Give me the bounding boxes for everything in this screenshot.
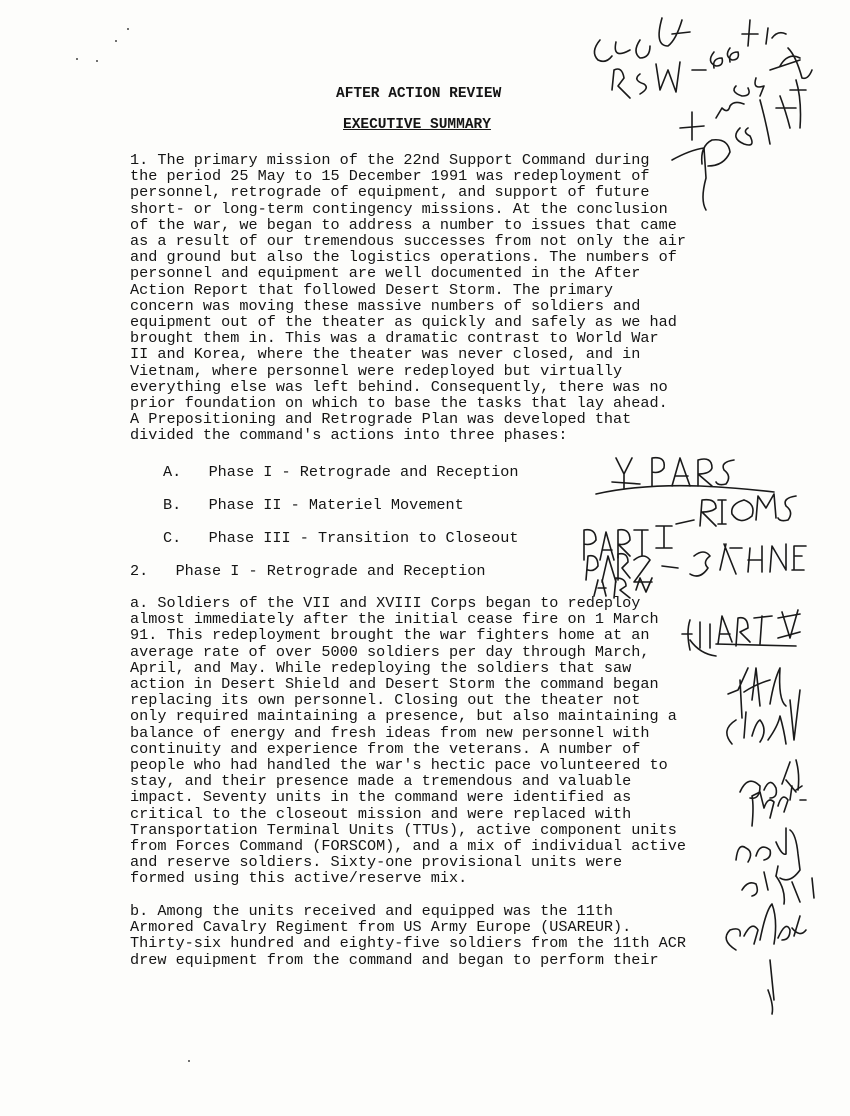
handwriting-stroke: [768, 960, 774, 1014]
handwriting-stroke: [776, 866, 778, 876]
handwriting-stroke: [742, 20, 758, 46]
handwriting-stroke: [634, 530, 648, 556]
handwriting-stroke: [586, 556, 598, 580]
handwriting-stroke: [770, 668, 786, 706]
handwriting-stroke: [764, 872, 814, 904]
handwriting-stroke: [770, 48, 812, 78]
paragraph-2b: b. Among the units received and equipped was the 11th Armored Cavalry Regiment from US Army Europe (USAREUR). Thirty-six hundred and eighty-five soldiers from the 11th ACR drew equipment from the command and began to perform their: [130, 902, 686, 969]
handwriting-stroke: [636, 40, 650, 58]
handwriting-stroke: [734, 86, 749, 96]
paragraph-2a: a. Soldiers of the VII and XVIII Corps began to redeploy almost immediately after the initial cease fire on 1 March 91. This redeployment brought the war fighters home at an average rate of over 5000 soldiers per day through March, April, and May. While redeploying the soldiers that saw action in Desert Shield and Desert Storm the command began replacing its own personnel. Closing out the theater not only required maintaining a presence, but also maintaining a balance of energy and fresh ideas from new personnel with continuity and experience from the veterans. A number of people who had handled the war's hectic pace volunteered to stay, and their presence made a tremendous and valuable impact. Seventy units in the command were identified as critical to the closeout mission and were replaced with Transportation Terminal Units (TTUs), active component units from Forces Command (FORSCOM), and a mix of individual active and reserve soldiers. Sixty-one provisional units were formed using this active/reserve mix.: [130, 594, 686, 888]
handwriting-stroke: [772, 33, 786, 38]
handwriting-stroke: [600, 532, 614, 560]
handwriting-stroke: [672, 458, 690, 486]
phase-item-a: A. Phase I - Retrograde and Reception: [163, 463, 519, 481]
handwriting-stroke: [736, 618, 750, 646]
handwriting-stroke: [782, 760, 799, 792]
handwriting-stroke: [736, 847, 751, 863]
handwriting-stroke: [778, 786, 792, 812]
handwriting-stroke: [596, 486, 774, 494]
handwriting-stroke: [594, 40, 612, 61]
handwriting-stroke: [792, 546, 806, 570]
handwriting-stroke: [776, 96, 796, 128]
handwriting-stroke: [727, 48, 738, 62]
handwriting-stroke: [614, 578, 630, 598]
handwriting-stroke: [612, 458, 640, 488]
handwriting-stroke: [728, 668, 748, 718]
handwriting-stroke: [700, 500, 716, 526]
document-title: AFTER ACTION REVIEW: [336, 86, 502, 102]
handwriting-stroke: [716, 460, 734, 485]
handwriting-stroke: [760, 100, 770, 144]
handwriting-stroke: [690, 552, 710, 576]
handwriting-stroke: [760, 904, 776, 944]
document-subtitle: EXECUTIVE SUMMARY: [343, 117, 491, 133]
handwriting-stroke: [770, 544, 786, 572]
handwriting-stroke: [742, 883, 757, 896]
handwriting-stroke: [764, 782, 776, 798]
handwriting-stroke: [698, 459, 712, 486]
handwriting-stroke: [594, 580, 606, 596]
handwriting-stroke: [676, 520, 694, 524]
handwriting-stroke: [662, 566, 678, 568]
handwriting-stroke: [766, 28, 768, 44]
handwriting-stroke: [792, 916, 806, 936]
handwriting-stroke: [636, 578, 652, 592]
handwriting-stroke: [690, 640, 716, 656]
handwriting-stroke: [748, 546, 762, 572]
handwriting-stroke: [790, 80, 806, 128]
handwriting-stroke: [637, 74, 646, 94]
handwriting-stroke: [796, 786, 806, 800]
handwriting-stroke: [755, 78, 764, 96]
handwriting-stroke: [754, 616, 772, 644]
handwriting-stroke: [732, 500, 753, 521]
handwriting-stroke: [680, 112, 704, 140]
handwriting-stroke: [672, 148, 706, 210]
handwriting-stroke: [656, 62, 680, 92]
phase-item-b: B. Phase II - Materiel Movement: [163, 496, 464, 514]
handwriting-stroke: [659, 18, 690, 46]
handwriting-stroke: [702, 140, 730, 166]
handwriting-stroke: [727, 712, 764, 744]
handwriting-stroke: [768, 690, 800, 744]
handwriting-stroke: [710, 52, 722, 68]
phase-item-c: C. Phase III - Transition to Closeout: [163, 529, 519, 547]
handwriting-stroke: [726, 929, 740, 950]
handwriting-stroke: [778, 496, 796, 521]
section-2-heading: 2. Phase I - Retrograde and Reception: [130, 562, 486, 580]
paragraph-1: 1. The primary mission of the 22nd Support Command during the period 25 May to 15 December 1991 was redeployment of personnel, retrograde of equipment, and support of future short- or long-term contingency missions. At the conclusion of the war, we began to address a number to issues that came as a result of our tremendous successes from not only the air and ground but also the logistics operations. The numbers of personnel and equipment are well documented in the After Action Report that followed Desert Storm. The primary concern was moving these massive numbers of soldiers and equipment out of the theater as quickly and safely as we had brought them in. This was a dramatic contrast to World War II and Korea, where the theater was never closed, and in Vietnam, where personnel were redeployed but virtually everything else was left behind. Consequently, there was no prior foundation on which to base the tasks that lay ahead. A Prepositioning and Retrograde Plan was developed that divided the command's actions into three phases:: [130, 151, 686, 445]
handwriting-stroke: [744, 926, 758, 944]
handwriting-stroke: [634, 556, 652, 582]
handwriting-stroke: [656, 526, 672, 548]
handwriting-stroke: [776, 828, 786, 854]
handwriting-stroke: [778, 926, 790, 940]
handwriting-stroke: [612, 69, 630, 98]
handwriting-stroke: [720, 544, 742, 574]
handwriting-stroke: [682, 620, 710, 650]
handwriting-stroke: [718, 616, 732, 644]
handwriting-stroke: [718, 500, 726, 524]
handwriting-stroke: [756, 847, 770, 860]
handwriting-stroke: [615, 42, 630, 54]
handwriting-stroke: [778, 610, 800, 638]
handwriting-stroke: [618, 554, 630, 580]
handwriting-stroke: [716, 102, 744, 118]
handwriting-stroke: [716, 644, 796, 646]
handwriting-stroke: [736, 128, 752, 145]
handwriting-stroke: [744, 668, 770, 706]
handwriting-stroke: [756, 494, 776, 520]
handwriting-stroke: [740, 781, 760, 798]
handwriting-stroke: [652, 458, 664, 486]
handwriting-stroke: [780, 830, 800, 880]
